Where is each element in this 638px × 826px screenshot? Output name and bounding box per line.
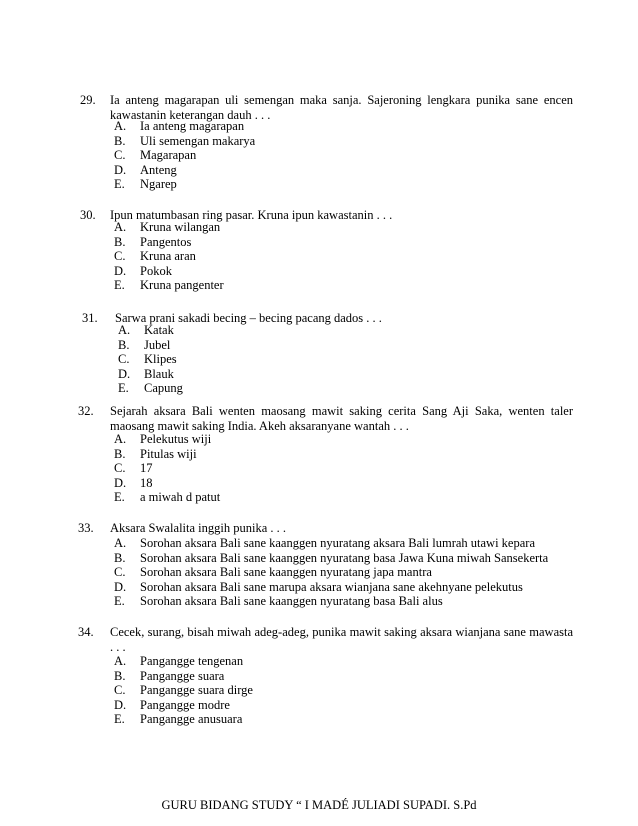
option-letter: B.: [118, 337, 130, 352]
option-d: [114, 476, 153, 491]
question-text: Aksara Swalalita inggih punika . . .: [110, 521, 287, 535]
option-letter: D.: [114, 162, 127, 177]
option-text: Pangangge suara: [140, 668, 225, 683]
option-b: [114, 447, 197, 462]
option-text: Pitulas wiji: [140, 446, 197, 461]
question-number: 31.: [82, 311, 98, 325]
option-letter: A.: [118, 323, 131, 337]
option-text: 17: [140, 461, 153, 475]
option-b: [114, 669, 224, 684]
option-text: Sorohan aksara Bali sane kaanggen nyuratang basa Jawa Kuna miwah Sansekerta: [140, 550, 549, 565]
option-letter: C.: [114, 461, 126, 475]
option-c: [114, 565, 432, 580]
option-c: [114, 148, 196, 163]
option-text: Jubel: [144, 337, 171, 352]
option-d: [118, 367, 174, 382]
option-letter: C.: [114, 565, 126, 579]
option-letter: D.: [118, 366, 131, 381]
option-letter: B.: [114, 133, 126, 148]
option-text: Ia anteng magarapan: [140, 119, 245, 133]
question-text: Sarwa prani sakadi becing – becing pacang dados . . .: [115, 311, 382, 325]
option-letter: E.: [114, 177, 125, 191]
option-b: [114, 134, 255, 149]
option-e: [114, 278, 224, 293]
option-a: [114, 119, 244, 134]
option-e: [114, 712, 242, 727]
option-letter: E.: [114, 712, 125, 726]
option-c: [118, 352, 177, 367]
option-c: [114, 683, 253, 698]
option-text: Pangentos: [140, 234, 192, 249]
option-d: [114, 264, 172, 279]
option-e: [114, 594, 443, 609]
option-letter: D.: [114, 697, 127, 712]
option-text: Kruna pangenter: [140, 278, 224, 292]
option-letter: D.: [114, 263, 127, 278]
question-number: 33.: [78, 521, 94, 535]
option-text: Pangangge suara dirge: [140, 683, 253, 697]
option-letter: B.: [114, 234, 126, 249]
option-text: 18: [140, 475, 153, 490]
option-d: [114, 163, 177, 178]
option-letter: D.: [114, 475, 127, 490]
question-number: 29.: [80, 93, 96, 107]
option-letter: E.: [114, 278, 125, 292]
option-e: [114, 490, 220, 505]
option-a: [114, 536, 535, 551]
option-text: Pelekutus wiji: [140, 432, 212, 446]
option-letter: B.: [114, 446, 126, 461]
option-text: Pangangge modre: [140, 697, 230, 712]
option-text: Pangangge anusuara: [140, 712, 243, 726]
option-text: Kruna wilangan: [140, 220, 221, 234]
option-a: [114, 220, 220, 235]
option-letter: E.: [118, 381, 129, 395]
option-text: Uli semengan makarya: [140, 133, 256, 148]
option-text: a miwah d patut: [140, 490, 221, 504]
question-text: Ia anteng magarapan uli semengan maka sanja. Sajeroning lengkara punika sane encen kawastanin keterangan dauh . . .: [110, 93, 573, 122]
option-letter: B.: [114, 668, 126, 683]
option-d: [114, 698, 230, 713]
option-letter: C.: [118, 352, 130, 366]
option-b: [114, 235, 191, 250]
option-letter: A.: [114, 432, 127, 446]
option-c: [114, 249, 196, 264]
question-text: Ipun matumbasan ring pasar. Kruna ipun kawastanin . . .: [110, 208, 393, 222]
option-d: [114, 580, 523, 595]
option-text: Capung: [144, 381, 183, 395]
page-footer: GURU BIDANG STUDY “ I MADÉ JULIADI SUPADI. S.Pd: [161, 798, 477, 812]
question-number: 32.: [78, 404, 94, 418]
option-e: [118, 381, 183, 396]
option-letter: A.: [114, 536, 127, 550]
question-number: 30.: [80, 208, 96, 222]
option-text: Magarapan: [140, 148, 197, 162]
option-b: [114, 551, 548, 566]
question-number: 34.: [78, 625, 94, 639]
option-text: Anteng: [140, 162, 177, 177]
option-text: Kruna aran: [140, 249, 196, 263]
option-letter: C.: [114, 148, 126, 162]
option-letter: E.: [114, 490, 125, 504]
option-letter: A.: [114, 119, 127, 133]
option-letter: A.: [114, 220, 127, 234]
option-letter: E.: [114, 594, 125, 608]
option-a: [118, 323, 174, 338]
option-text: Klipes: [144, 352, 177, 366]
option-letter: C.: [114, 249, 126, 263]
option-text: Sorohan aksara Bali sane kaanggen nyuratang aksara Bali lumrah utawi kepara: [140, 536, 535, 550]
option-text: Sorohan aksara Bali sane kaanggen nyuratang basa Bali alus: [140, 594, 443, 608]
option-letter: D.: [114, 579, 127, 594]
option-text: Pangangge tengenan: [140, 654, 244, 668]
question-text: Sejarah aksara Bali wenten maosang mawit saking cerita Sang Aji Saka, wenten taler maosang mawit saking India. Akeh aksaranyane wantah . . .: [110, 404, 573, 433]
option-b: [118, 338, 170, 353]
option-letter: C.: [114, 683, 126, 697]
question-text: Cecek, surang, bisah miwah adeg-adeg, punika mawit saking aksara wianjana sane mawasta . . .: [110, 625, 573, 654]
option-a: [114, 654, 243, 669]
option-letter: A.: [114, 654, 127, 668]
option-text: Blauk: [144, 366, 174, 381]
option-a: [114, 432, 211, 447]
option-text: Sorohan aksara Bali sane kaanggen nyuratang japa mantra: [140, 565, 432, 579]
option-c: [114, 461, 153, 476]
option-text: Sorohan aksara Bali sane marupa aksara wianjana sane akehnyane pelekutus: [140, 579, 523, 594]
option-letter: B.: [114, 550, 126, 565]
option-text: Pokok: [140, 263, 172, 278]
option-e: [114, 177, 177, 192]
option-text: Katak: [144, 323, 174, 337]
option-text: Ngarep: [140, 177, 177, 191]
